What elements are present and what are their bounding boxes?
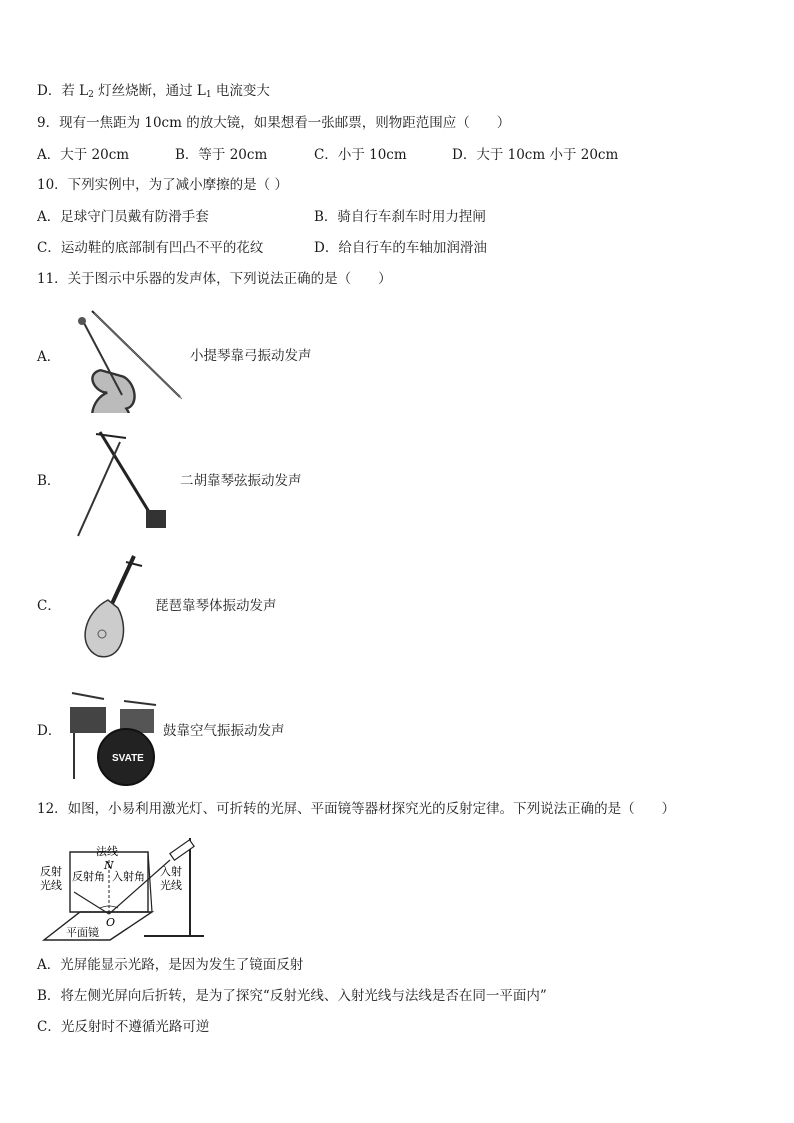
label-o: O: [106, 916, 116, 929]
q10-option-b: B．骑自行车刹车时用力捏闸: [314, 209, 486, 225]
q10-option-a: A．足球守门员戴有防滑手套: [37, 209, 209, 225]
q10-option-c: C．运动鞋的底部制有凹凸不平的花纹: [37, 240, 264, 256]
q12-stem: 12．如图，小易利用激光灯、可折转的光屏、平面镜等器材探究光的反射定律。下列说法正确的是（ ）: [37, 801, 676, 817]
label-mirror: 平面镜: [66, 926, 99, 939]
q11-option-c-text: 琵琶靠琴体振动发声: [155, 598, 277, 614]
label-n: N: [104, 859, 114, 872]
label-reflected-2: 光线: [40, 879, 62, 892]
label-incident-1: 入射: [160, 865, 182, 878]
pipa-image: [68, 552, 152, 662]
q9-option-a: A．大于 20cm: [37, 147, 130, 163]
drum-kit-image: [64, 683, 164, 789]
q11-option-b-text: 二胡靠琴弦振动发声: [180, 473, 302, 489]
q9-option-c: C．小于 10cm: [314, 147, 407, 163]
q11-option-d-text: 鼓靠空气振振动发声: [163, 723, 285, 739]
q11-option-b-label: B．: [37, 473, 61, 489]
q12-option-c: C．光反射时不遵循光路可逆: [37, 1019, 210, 1035]
q9-stem: 9．现有一焦距为 10cm 的放大镜，如果想看一张邮票，则物距范围应（ ）: [37, 115, 511, 131]
q10-stem: 10．下列实例中，为了减小摩擦的是（ ）: [37, 177, 288, 193]
label-incident-2: 光线: [160, 879, 182, 892]
label-reflected-1: 反射: [40, 865, 62, 878]
q8-option-d: D．若 $L_2$ 灯丝烧断，通过 $L_1$ 电流变大: [37, 83, 270, 100]
q11-option-a-text: 小提琴靠弓振动发声: [190, 348, 312, 364]
q12-option-b: B．将左侧光屏向后折转，是为了探究“反射光线、入射光线与法线是否在同一平面内”: [37, 988, 547, 1004]
q11-option-c-label: C．: [37, 598, 61, 614]
q12-option-a: A．光屏能显示光路，是因为发生了镜面反射: [37, 957, 304, 973]
q11-option-d-label: D．: [37, 723, 62, 739]
reflection-experiment-diagram: [40, 832, 210, 946]
label-normal: 法线: [96, 845, 118, 858]
q9-option-d: D．大于 10cm 小于 20cm: [452, 147, 619, 163]
label-incidence-angle: 入射角: [112, 870, 145, 883]
q10-option-d: D．给自行车的车轴加润滑油: [314, 240, 487, 256]
q9-option-b: B．等于 20cm: [175, 147, 268, 163]
violin-image: [62, 305, 192, 413]
q11-stem: 11．关于图示中乐器的发声体，下列说法正确的是（ ）: [37, 271, 392, 287]
label-reflection-angle: 反射角: [72, 870, 105, 883]
drum-brand-text: SVATE: [112, 753, 144, 764]
erhu-image: [66, 428, 176, 540]
q11-option-a-label: A．: [37, 349, 61, 365]
